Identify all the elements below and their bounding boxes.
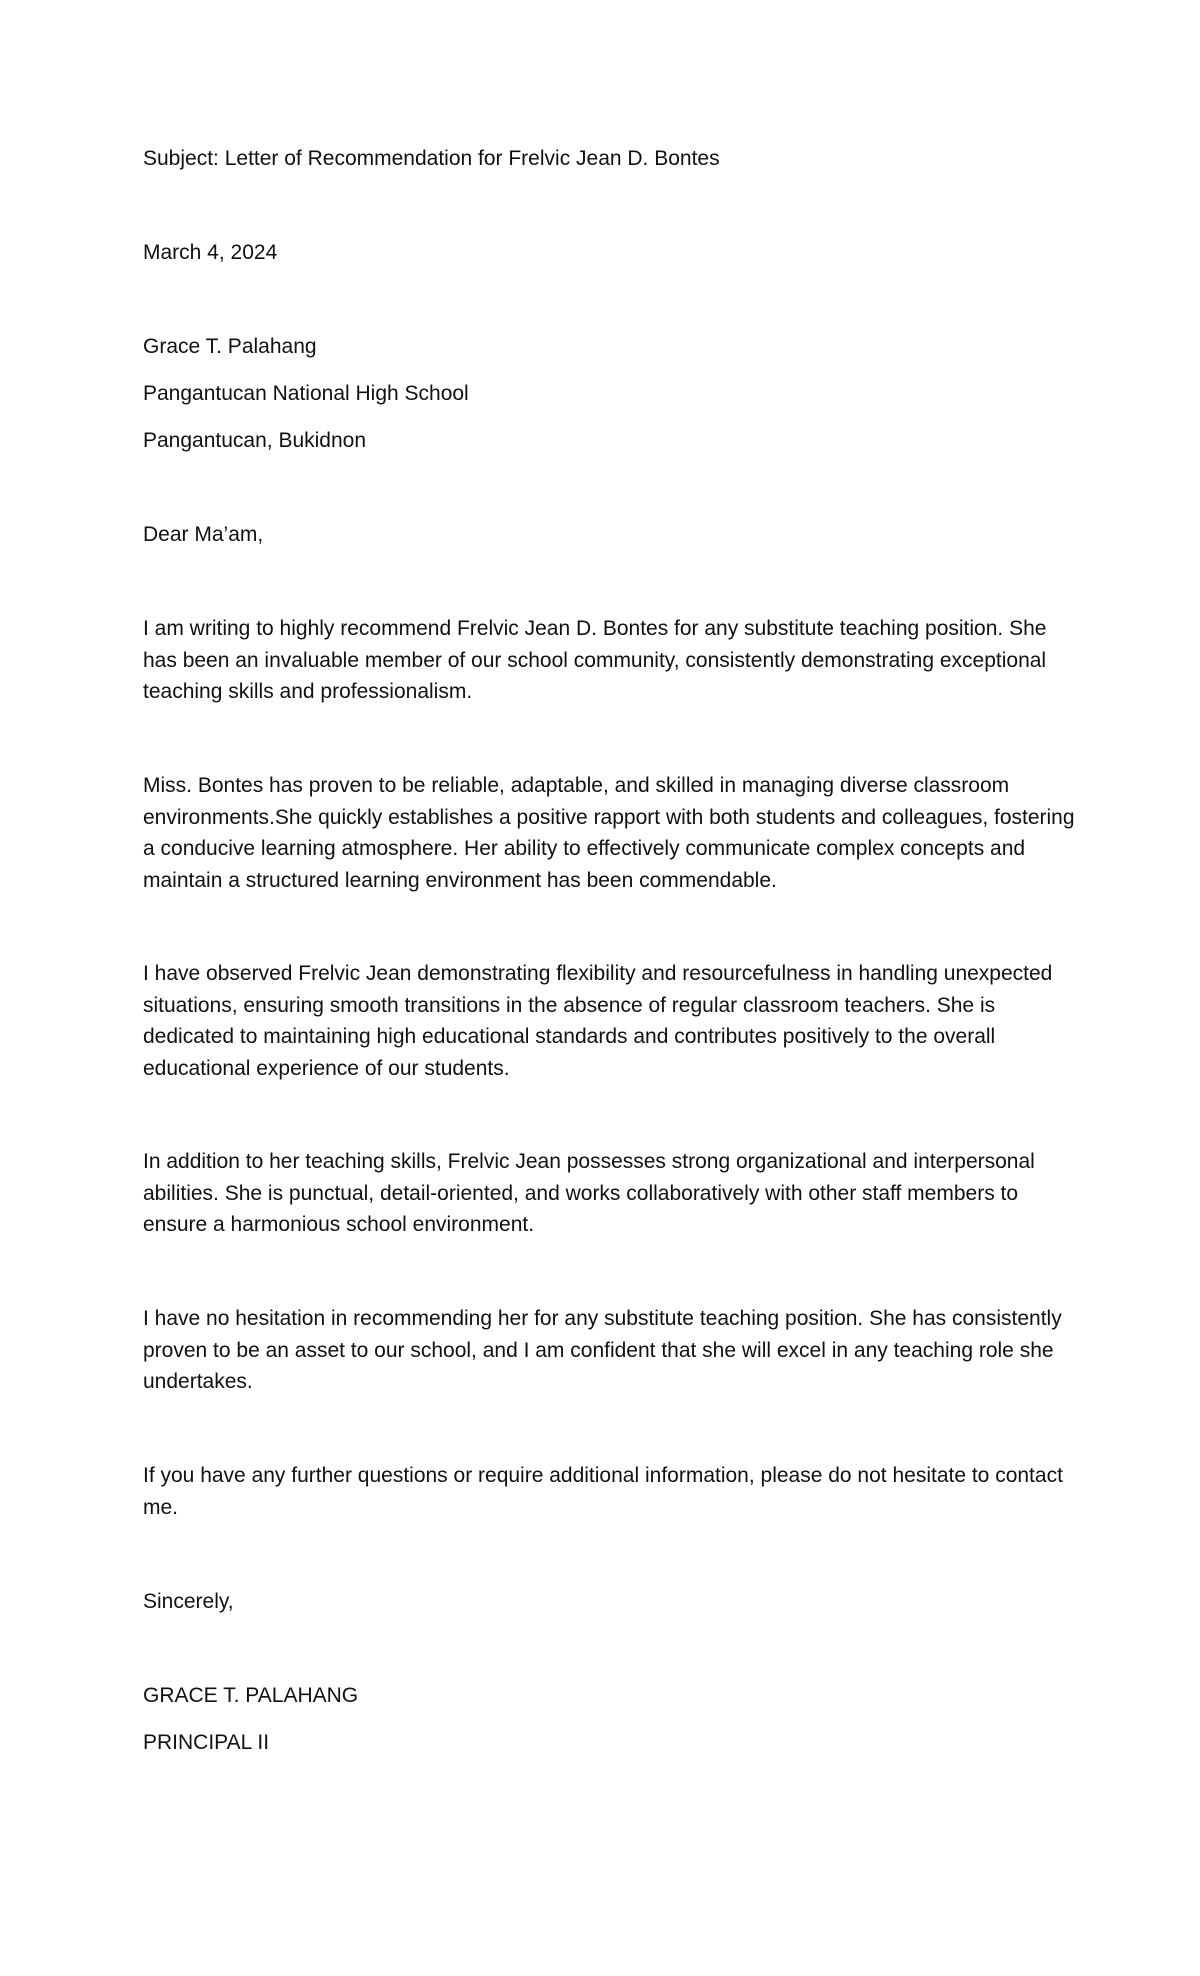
paragraph-3: I have observed Frelvic Jean demonstrating flexibility and resourcefulness in handling unexpected situations, ensuring smooth transitions in the absence of regular classroom teachers. She is dedicated to maintaining high educational standards and contributes positively to the overall educational experience of our students.	[143, 962, 1053, 1080]
recipient-school: Pangantucan National High School	[143, 382, 469, 405]
paragraph-6: If you have any further questions or require additional information, please do not hesitate to contact me.	[143, 1464, 1063, 1519]
paragraph-4: In addition to her teaching skills, Frelvic Jean possesses strong organizational and interpersonal abilities. She is punctual, detail-oriented, and works collaboratively with other staff members to ensure a harmonious school environment.	[143, 1150, 1035, 1236]
signatory-name: GRACE T. PALAHANG	[143, 1684, 359, 1707]
closing: Sincerely,	[143, 1590, 234, 1613]
recipient-name: Grace T. Palahang	[143, 335, 317, 358]
salutation: Dear Ma’am,	[143, 523, 264, 546]
signatory-title: PRINCIPAL II	[143, 1731, 270, 1754]
paragraph-5: I have no hesitation in recommending her for any substitute teaching position. She has consistently proven to be an asset to our school, and I am confident that she will excel in any teaching role she undertakes.	[143, 1307, 1062, 1393]
paragraph-1: I am writing to highly recommend Frelvic Jean D. Bontes for any substitute teaching position. She has been an invaluable member of our school community, consistently demonstrating exceptional teaching skills and professionalism.	[143, 617, 1047, 703]
paragraph-2: Miss. Bontes has proven to be reliable, adaptable, and skilled in managing diverse classroom environments.She quickly establishes a positive rapport with both students and colleagues, fostering a conducive learning atmosphere. Her ability to effectively communicate complex concepts and maintain a structured learning environment has been commendable.	[143, 774, 1075, 892]
letter-date: March 4, 2024	[143, 241, 278, 264]
recipient-address: Pangantucan, Bukidnon	[143, 429, 367, 452]
subject-line: Subject: Letter of Recommendation for Frelvic Jean D. Bontes	[143, 147, 720, 170]
